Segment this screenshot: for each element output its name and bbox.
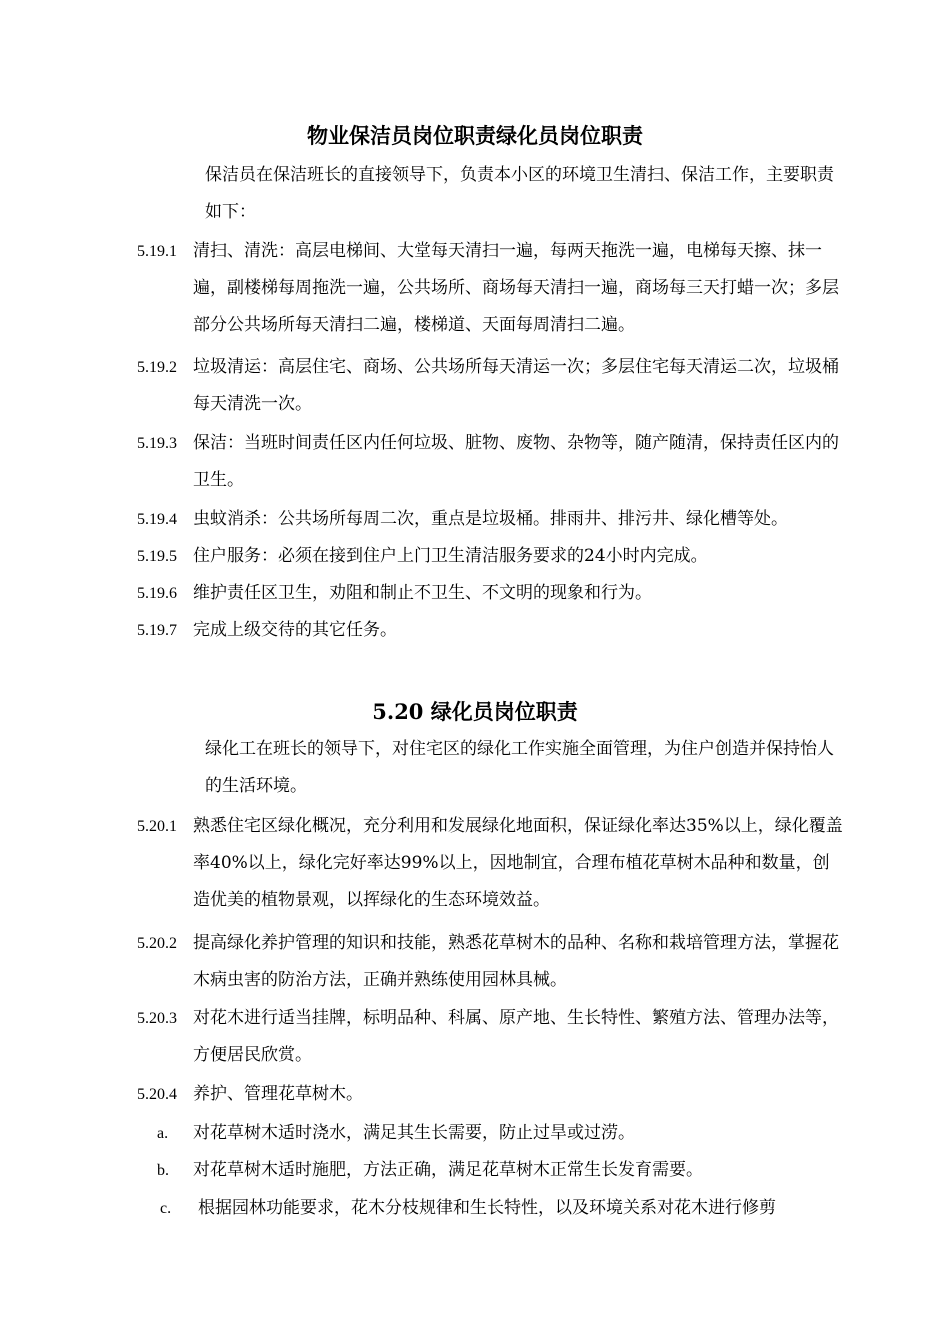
item-text: 虫蚊消杀：公共场所每周二次，重点是垃圾桶。排雨井、排污井、绿化槽等处。 — [193, 509, 788, 529]
item-text: 熟悉住宅区绿化概况，充分利用和发展绿化地面积，保证绿化率达35%以上，绿化覆盖率40%以上，绿化完好率达99%以上，因地制宜，合理布植花草树木品种和数量，创造优美的植物景观，以挥绿化的生态环境效益。 — [193, 816, 843, 910]
item-text: 对花木进行适当挂牌，标明品种、科属、原产地、生长特性、繁殖方法、管理办法等，方便居民欣赏。 — [193, 1008, 839, 1065]
section2-title: 5.20 绿化员岗位职责 — [372, 699, 578, 724]
subitem-label: c. — [160, 1200, 172, 1217]
item-text: 垃圾清运：高层住宅、商场、公共场所每天清运一次；多层住宅每天清运二次，垃圾桶每天清洗一次。 — [193, 357, 839, 414]
item-text: 完成上级交待的其它任务。 — [193, 620, 397, 640]
item-number: 5.19.6 — [137, 585, 177, 602]
item-number: 5.19.1 — [137, 243, 177, 260]
subitem-label: b. — [157, 1162, 169, 1179]
item-number: 5.19.5 — [137, 548, 177, 565]
item-number: 5.19.3 — [137, 435, 177, 452]
subitem-label: a. — [157, 1125, 169, 1142]
item-number: 5.19.2 — [137, 359, 177, 376]
item-number: 5.20.2 — [137, 935, 177, 952]
item-text: 清扫、清洗：高层电梯间、大堂每天清扫一遍，每两天拖洗一遍，电梯每天擦、抹一遍，副楼梯每周拖洗一遍，公共场所、商场每天清扫一遍，商场每三天打蜡一次；多层部分公共场所每天清扫二遍，楼梯道、天面每周清扫二遍。 — [193, 241, 839, 335]
subitem-text: 根据园林功能要求，花木分枝规律和生长特性，以及环境关系对花木进行修剪 — [198, 1198, 776, 1218]
section1-title: 物业保洁员岗位职责绿化员岗位职责 — [307, 123, 643, 148]
item-text: 保洁：当班时间责任区内任何垃圾、脏物、废物、杂物等，随产随清，保持责任区内的卫生。 — [193, 433, 839, 490]
item-text: 住户服务：必须在接到住户上门卫生清洁服务要求的24小时内完成。 — [193, 546, 708, 566]
item-text: 维护责任区卫生，劝阻和制止不卫生、不文明的现象和行为。 — [193, 583, 652, 603]
item-number: 5.20.4 — [137, 1086, 177, 1103]
subitem-text: 对花草树木适时施肥，方法正确，满足花草树木正常生长发育需要。 — [193, 1160, 703, 1180]
item-number: 5.20.1 — [137, 818, 177, 835]
item-text: 养护、管理花草树木。 — [193, 1084, 363, 1104]
section1-intro: 保洁员在保洁班长的直接领导下，负责本小区的环境卫生清扫、保洁工作，主要职责如下： — [205, 165, 834, 222]
item-number: 5.19.7 — [137, 622, 177, 639]
subitem-text: 对花草树木适时浇水，满足其生长需要，防止过旱或过涝。 — [193, 1123, 635, 1143]
item-text: 提高绿化养护管理的知识和技能，熟悉花草树木的品种、名称和栽培管理方法，掌握花木病虫害的防治方法，正确并熟练使用园林具械。 — [193, 933, 839, 990]
item-number: 5.20.3 — [137, 1010, 177, 1027]
section2-intro: 绿化工在班长的领导下，对住宅区的绿化工作实施全面管理，为住户创造并保持怡人的生活环境。 — [205, 739, 834, 796]
item-number: 5.19.4 — [137, 511, 177, 528]
